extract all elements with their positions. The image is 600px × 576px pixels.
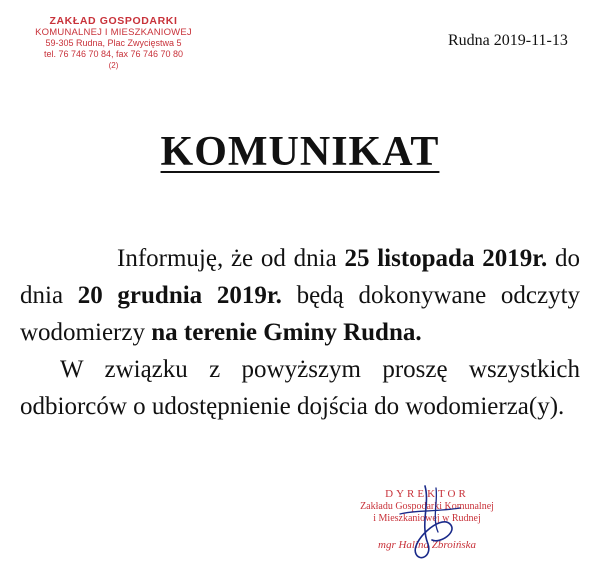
company-stamp xyxy=(26,16,201,71)
document-title: KOMUNIKAT xyxy=(160,129,440,175)
document-date: Rudna 2019-11-13 xyxy=(448,32,568,49)
paragraph-text: będą dokonywane odczyty wodomierzy xyxy=(20,282,581,346)
signature-org-line-1: Zakładu Gospodarki Komunalnej xyxy=(360,501,494,512)
document-title-wrap xyxy=(0,128,600,176)
document-body xyxy=(20,240,580,425)
stamp-line-2: KOMUNALNEJ I MIESZKANIOWEJ xyxy=(35,27,192,38)
paragraph-announcement xyxy=(20,240,580,351)
stamp-line-5: (2) xyxy=(108,61,119,70)
stamp-line-4: tel. 76 746 70 84, fax 76 746 70 80 xyxy=(43,49,184,59)
start-date: 25 listopada 2019r. xyxy=(344,245,548,272)
handwritten-signature-icon xyxy=(380,484,480,564)
end-date: 20 grudnia 2019r. xyxy=(77,282,282,309)
signature-org-line-2: i Mieszkaniowej w Rudnej xyxy=(373,513,481,524)
signature-name: mgr Halina Zbroińska xyxy=(378,539,476,551)
stamp-line-1: ZAKŁAD GOSPODARKI xyxy=(49,15,178,27)
signature-stamp xyxy=(322,488,532,551)
stamp-line-3: 59-305 Rudna, Plac Zwycięstwa 5 xyxy=(45,38,182,48)
area-name: na terenie Gminy Rudna. xyxy=(151,319,422,346)
paragraph-text: Informuję, że od dnia xyxy=(117,245,345,272)
paragraph-text: do dnia xyxy=(20,245,581,309)
paragraph-request: W związku z powyższym proszę wszystkich odbiorców o udostępnienie dojścia do wodomierza(y). xyxy=(20,356,580,420)
signature-title: DYREKTOR xyxy=(385,488,469,500)
